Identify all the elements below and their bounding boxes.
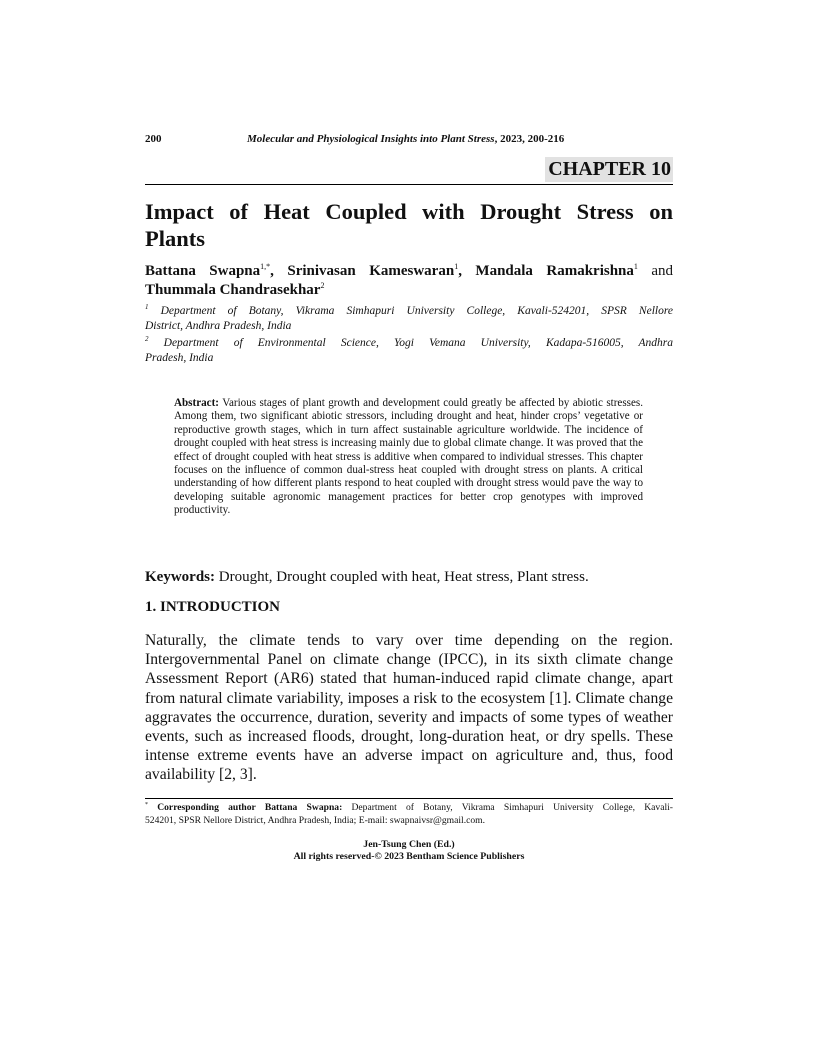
author-name: Battana Swapna: [145, 263, 261, 279]
chapter-label: CHAPTER 10: [545, 157, 673, 182]
section-heading: 1. INTRODUCTION: [145, 599, 281, 615]
footnote-line-1: [145, 802, 673, 815]
footnote-text: Department of Botany, Vikrama Simhapuri University College, Kavali-: [342, 802, 673, 813]
title-line-1: Impact of Heat Coupled with Drought Stress on: [145, 199, 673, 224]
affiliation-text: Department of Botany, Vikrama Simhapuri University College, Kavali-524201, SPSR Nellore: [148, 305, 673, 317]
footnote-label: Corresponding author Battana Swapna:: [148, 802, 343, 813]
author-affiliation-mark: 1,*: [260, 262, 271, 271]
abstract: [174, 397, 643, 518]
journal-year-pages: , 2023, 200-216: [494, 133, 565, 145]
keywords-label: Keywords:: [145, 569, 215, 585]
paper-title: [145, 198, 673, 252]
affiliation-mark: 1: [145, 303, 149, 311]
affiliation-line-2: Pradesh, India: [145, 352, 214, 364]
page-number: 200: [145, 133, 162, 145]
author-line-2: [145, 282, 324, 298]
author-conjunction: and: [637, 263, 674, 279]
author-name: Srinivasan Kameswaran: [287, 263, 455, 279]
author-affiliation-mark: 2: [320, 281, 325, 290]
author-line-1: [145, 262, 673, 281]
affiliation-line-1: [145, 304, 673, 319]
affiliation-2: [145, 336, 673, 366]
body-paragraph: Naturally, the climate tends to vary over time depending on the region. Intergovernmental Panel on climate change (IPCC), in its sixth climate change Assessment Report (AR6) stated that human-induced rapid climate change, apart from natural climate variability, imposes a risk to the ecosystem [1]. Climate change aggravates the occurrence, duration, severity and impacts of some types of weather events, such as increased floods, drought, long-duration heat, or dry spells. These intense extreme events have an adverse impact on agriculture and, thus, food availability [2, 3].: [145, 632, 673, 784]
affiliation-line-1: [145, 336, 673, 351]
abstract-text: Various stages of plant growth and development could greatly be affected by abiotic stresses. Among them, two significant abiotic stressors, including drought and heat, hinder crops’ vegetative or reproductive growth stages, which in turn affect sustainable agriculture worldwide. The incidence of drought coupled with heat stress is increasing mainly due to global climate change. It was proved that the effect of drought coupled with heat stress is additive when compared to individual stresses. This chapter focuses on the influence of common dual-stress heat coupled with drought stress on plants. A critical understanding of how different plants respond to heat coupled with drought stress would pave the way to developing suitable agronomic management practices for better crop genotypes with improved productivity.: [174, 397, 643, 517]
affiliation-line-2: District, Andhra Pradesh, India: [145, 320, 292, 332]
chapter-banner: [145, 157, 673, 185]
author-affiliation-mark: 1: [633, 262, 638, 271]
keywords-text: Drought, Drought coupled with heat, Heat stress, Plant stress.: [215, 569, 589, 585]
affiliation-1: [145, 304, 673, 334]
journal-name: Molecular and Physiological Insights into Plant Stress: [247, 133, 495, 145]
editor-credit: Jen-Tsung Chen (Ed.): [363, 839, 455, 850]
author-list: [145, 262, 673, 300]
author-separator: ,: [270, 263, 288, 279]
keywords: [145, 568, 673, 587]
footnote-line-2: 524201, SPSR Nellore District, Andhra Pradesh, India; E-mail: swapnaivsr@gmail.com.: [145, 814, 486, 826]
footnote: [145, 802, 673, 828]
footnote-mark: *: [145, 802, 148, 808]
author-affiliation-mark: 1: [454, 262, 459, 271]
journal-reference: [247, 133, 564, 145]
author-separator: ,: [458, 263, 476, 279]
title-line-2: Plants: [145, 226, 206, 251]
footnote-divider: [145, 798, 673, 799]
running-head: [145, 133, 673, 149]
copyright-notice: All rights reserved-© 2023 Bentham Science Publishers: [293, 851, 525, 862]
author-name: Thummala Chandrasekhar: [145, 282, 321, 298]
affiliation-mark: 2: [145, 335, 149, 343]
abstract-label: Abstract:: [174, 397, 219, 409]
affiliation-text: Department of Environmental Science, Yogi Vemana University, Kadapa-516005, Andhra: [148, 337, 673, 349]
author-name: Mandala Ramakrishna: [475, 263, 634, 279]
